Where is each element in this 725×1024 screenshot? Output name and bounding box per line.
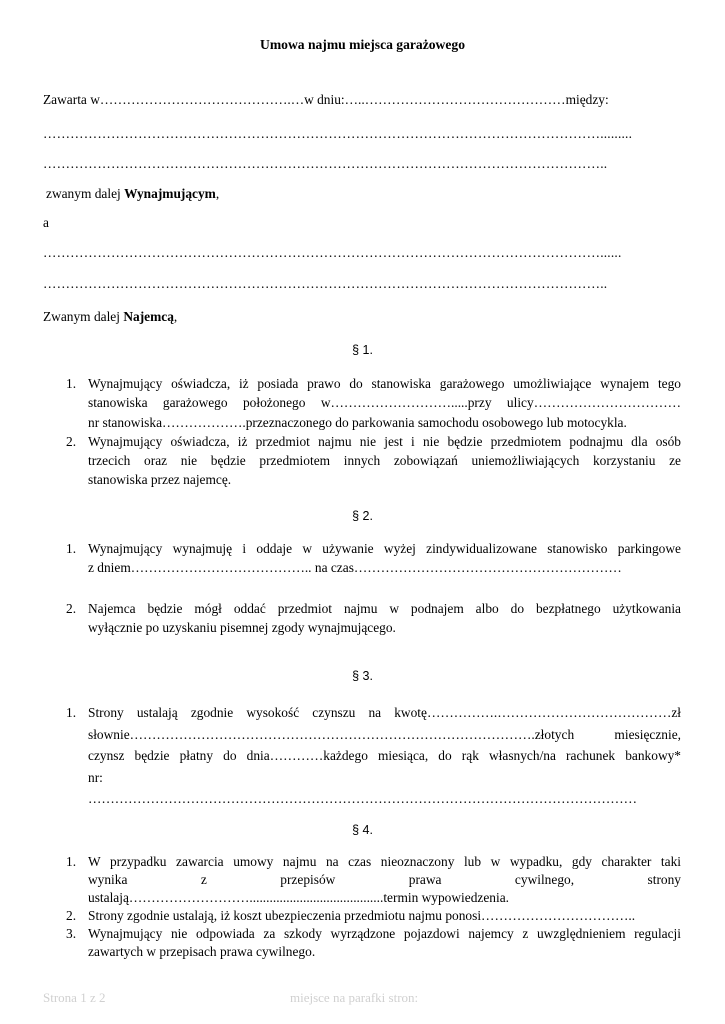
item-number: 1. [66, 376, 77, 391]
party2-line-2: …………………………………………………………………………………………………………….. [43, 276, 608, 291]
item-line: Wynajmujący wynajmuję i oddaje w używanie wyżej zindywidualizowane stanowisko parkingowe [88, 541, 681, 556]
section-2-list-cont [63, 599, 681, 638]
item-line: nr stanowiska……………….przeznaczonego do parkowania samochodu osobowego lub motocykla. [88, 414, 627, 430]
item-line: Wynajmujący nie odpowiada za szkody wyrządzone pojazdowi najemcy z uwzględnieniem regulacji [88, 926, 681, 941]
item-line: Wynajmujący oświadcza, iż przedmiot najmu nie jest i nie będzie przedmiotem podnajmu dla osób [88, 433, 681, 449]
item-number: 2. [66, 908, 77, 923]
section-3-item [63, 702, 681, 810]
section-1-heading: § 1. [352, 343, 373, 357]
item-number: 2. [66, 433, 77, 449]
item-line: Najemca będzie mógł oddać przedmiot najmu w podnajem albo do bezpłatnego użytkowania [88, 601, 681, 616]
section-4-list [63, 853, 681, 961]
page-number: Strona 1 z 2 [43, 990, 106, 1005]
item-line: W przypadku zawarcia umowy najmu na czas nieoznaczony lub w wypadku, gdy charakter taki [88, 854, 681, 869]
initials-label: miejsce na parafki stron: [290, 990, 419, 1005]
item-line: ustalają………………………........................................termin wypowiedzenia. [88, 890, 510, 905]
tenant-suffix: , [173, 309, 178, 324]
item-number: 2. [66, 601, 77, 616]
section-3-heading: § 3. [352, 669, 373, 683]
concluded-line: Zawarta w…………………………………….…w dniu:…..………………………………………między: [43, 92, 609, 107]
item-number: 1. [66, 541, 77, 556]
section-3-list [63, 702, 681, 810]
landlord-suffix: , [215, 186, 220, 201]
tenant-term: Najemcą [123, 309, 174, 324]
item-line: czynsz będzie płatny do dnia…………każdego miesiąca, do rąk własnych/na rachunek bankowy* [88, 748, 681, 763]
section-4-item [63, 853, 681, 907]
tenant-prefix: Zwanym dalej [43, 309, 124, 324]
item-line: wyłącznie po uzyskaniu pisemnej zgody wynajmującego. [88, 620, 396, 636]
section-4-item [63, 907, 681, 925]
section-4-item [63, 925, 681, 961]
item-line: z dniem………………………………….. na czas…………………………………………………… [88, 560, 622, 576]
party1-line-1: ……………………………………………………………………………………………………………......... [43, 126, 633, 141]
item-number: 1. [66, 705, 77, 720]
item-line: nr: [88, 769, 103, 785]
section-2-list [63, 539, 681, 578]
landlord-prefix: zwanym dalej [46, 186, 125, 201]
item-line: wynika z przepisów prawa cywilnego, strony [88, 872, 681, 887]
section-1-list [63, 374, 681, 490]
item-number: 1. [66, 854, 77, 869]
section-2-item [63, 539, 681, 578]
item-line: stanowiska przez najemcę. [88, 472, 232, 488]
section-2-item [63, 599, 681, 638]
section-1-item [63, 432, 681, 490]
item-number: 3. [66, 926, 77, 941]
item-line: stanowiska garażowego położonego w……………………….....przy ulicy…………………………… [88, 395, 681, 411]
landlord-term: Wynajmującym [124, 186, 216, 201]
party1-line-2: …………………………………………………………………………………………………………….. [43, 156, 608, 171]
section-1-item [63, 374, 681, 432]
and-word: a [43, 215, 49, 230]
item-line: trzecich oraz nie będzie przedmiotem innych zobowiązań uniemożliwiających korzystaniu ze [88, 453, 681, 469]
tenant-designation [43, 309, 177, 325]
party2-line-1: ……………………………………………………………………………………………………………...... [43, 245, 622, 260]
section-2-heading: § 2. [352, 509, 373, 523]
item-line: Strony ustalają zgodnie wysokość czynszu na kwotę…………….…………………………………zł [88, 705, 681, 720]
section-4-heading: § 4. [352, 823, 373, 837]
item-line: Strony zgodnie ustalają, iż koszt ubezpieczenia przedmiotu najmu ponosi…………………………….. [88, 908, 636, 923]
item-line: Wynajmujący oświadcza, iż posiada prawo do stanowiska garażowego umożliwiające wynajem tego [88, 376, 681, 391]
landlord-designation [46, 186, 219, 202]
document-title: Umowa najmu miejsca garażowego [260, 37, 465, 52]
item-line: zawartych w przepisach prawa cywilnego. [88, 944, 316, 959]
item-line: słownie……………………………………………………………………………….złotych miesięcznie, [88, 726, 681, 742]
item-line: …………………………………………………………………………………………………………… [88, 791, 638, 806]
